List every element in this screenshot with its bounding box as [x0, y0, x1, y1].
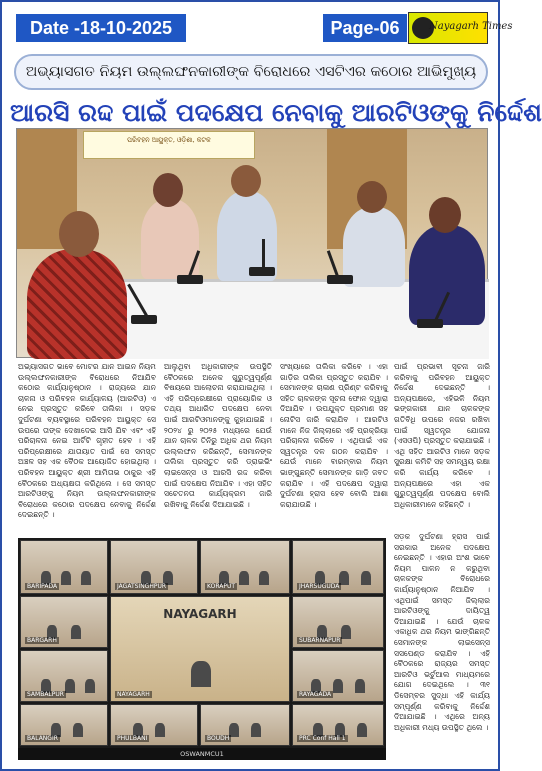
logo-text: Nayagarh Times: [429, 21, 513, 32]
video-tile-main: [110, 596, 290, 702]
video-tile-label: PHULBANI: [117, 735, 148, 742]
banner-text: ପରିବହନ ଆୟୁକ୍ତ, ଓଡ଼ିଶା, କଟକ: [127, 136, 211, 144]
video-tile: [110, 704, 198, 746]
meeting-photo: [16, 128, 488, 358]
video-tile-label: JAGATSINGHPUR: [117, 583, 167, 590]
video-tile: [20, 540, 108, 594]
kicker-headline: ଅଭ୍ୟାସଗତ ନିୟମ ଉଲ୍ଲଙ୍ଘନକାରୀଙ୍କ ବିରୋଧରେ ଏସଟିଏର କଠୋର ଆଭିମୁଖ୍ୟ: [14, 54, 488, 90]
video-tile: [292, 596, 384, 648]
video-tile-label: BARIPADA: [27, 583, 58, 590]
video-tile-label: BOUDH: [207, 735, 230, 742]
video-tile-label: PRC Conf Hall 1: [299, 735, 346, 742]
official-person: [409, 225, 485, 325]
video-conference-grid: [18, 538, 386, 760]
microphone-icon: [262, 239, 265, 269]
official-head: [357, 181, 387, 213]
page-number-label: Page-06: [323, 14, 407, 42]
video-tile-label: KORAPUT: [207, 583, 236, 590]
official-head: [231, 165, 261, 197]
video-tile: [292, 650, 384, 702]
microphone-base: [131, 315, 157, 324]
video-tile: [20, 650, 108, 702]
video-tile-label: SUBARNAPUR: [299, 637, 341, 644]
official-head: [429, 197, 461, 233]
article-column-2: ଆଲୁଥିବା ଅଧିକାରୀଙ୍କ ଉପସ୍ଥିତି ବୈଠକରେ ଅନେକ ଗୁରୁତ୍ୱପୂର୍ଣ୍ଣ ବିଷୟରେ ଆଲୋଚନା କରାଯାଇଥିଲା । ଏହି ପରିପ୍ରେକ୍ଷୀରେ ପ୍ରାୟୋଗିକ ଓ ତଥ୍ୟ ଆଧାରିତ ପଦକ୍ଷେପ ନେବା ପାଇଁ ଆରଟିଓମାନଙ୍କୁ କୁହାଯାଇଛି । ୨୦୨୪ ରୁ ୨୦୨୫ ମଧ୍ୟରେ ଯେଉଁ ଯାନ ଚାଳକ ତିନିରୁ ଅଧିକ ଥର ନିୟମ ଉଲ୍ଲଙ୍ଘନ କରିଛନ୍ତି, ସେମାନଙ୍କ ତାଲିକା ପ୍ରସ୍ତୁତ କରି ଡ୍ରାଇଭିଂ ଲାଇସେନ୍ସ ଓ ଆରସି ରଦ୍ଦ କରିବା ପାଇଁ ପଦକ୍ଷେପ ନିଆଯିବ । ଏହା ସହିତ ସଚେତନତା କାର୍ଯ୍ୟକ୍ରମ ଜାରି ରଖିବାକୁ ନିର୍ଦ୍ଦେଶ ଦିଆଯାଇଛି ।: [164, 362, 272, 509]
article-column-3: ସଂଖ୍ୟାରେ ତାଲିକା କରିବେ । ଏହା ଗାଡ଼ିର ତାଲିକା ପ୍ରସ୍ତୁତ କରାଯିବ । ସେମାନଙ୍କ ଚାଳାଣ ପ୍ରିଣ୍ଟ କରିବାକୁ ସହିତ ଚାଳକଙ୍କ ସୂଚନା ଫୋନ ଦ୍ୱାରା ଦିଆଯିବ । ଉପଯୁକ୍ତ ପ୍ରମାଣ ସହ ନୋଟିସ ଜାରି କରାଯିବ । ଆରଟିଓ ମାନେ ନିଜ ଜିଲ୍ଲାରେ ଏହି ପ୍ରକ୍ରିୟା ପରିଚାଳନା କରିବେ । ଏଥିପାଇଁ ଏକ ସ୍ୱତନ୍ତ୍ର ଦଳ ଗଠନ କରାଯିବ । ଯେଉଁ ମାନେ ବାରମ୍ବାର ନିୟମ ଭାଙ୍ଗୁଛନ୍ତି ସେମାନଙ୍କ ଗାଡ଼ି ଜବତ କରାଯିବ । ଏହି ପଦକ୍ଷେପ ଦ୍ୱାରା ଦୁର୍ଘଟଣା ହ୍ରାସ ହେବ ବୋଲି ଆଶା କରାଯାଉଛି ।: [280, 362, 388, 509]
date-label: Date -18-10-2025: [16, 14, 186, 42]
video-tile-label: BARGARH: [27, 637, 57, 644]
microphone-base: [249, 267, 275, 276]
video-tile: [292, 540, 384, 594]
video-tile-label: BALANGIR: [27, 735, 58, 742]
official-person: [27, 249, 127, 359]
microphone-base: [177, 275, 203, 284]
microphone-base: [417, 319, 443, 328]
video-tile: [20, 596, 108, 648]
official-head: [153, 173, 183, 207]
video-tile: [200, 704, 290, 746]
video-tile: [292, 704, 384, 746]
main-tile-venue-name: NAYAGARH: [163, 607, 237, 621]
newspaper-logo: [408, 12, 513, 44]
office-banner: [83, 131, 255, 159]
conference-footer: OSWANMCU1: [18, 748, 386, 760]
main-headline: ଆରସି ରଦ୍ଦ ପାଇଁ ପଦକ୍ଷେପ ନେବାକୁ ଆରଟିଓଙ୍କୁ ନିର୍ଦ୍ଦେଶ: [10, 98, 542, 127]
official-head: [59, 211, 99, 257]
video-tile-label: NAYAGARH: [117, 691, 150, 698]
video-tile-label: JHARSUGUDA: [299, 583, 340, 590]
microphone-base: [327, 275, 353, 284]
video-tile: [110, 540, 198, 594]
article-column-4: ପାଇଁ ପ୍ରଭାବୀ ସୂଚନା ଜାରି କରିବାକୁ ପରିବହନ ଆୟୁକ୍ତ ନିର୍ଦ୍ଦେଶ ଦେଇଛନ୍ତି । ଅନ୍ୟପକ୍ଷରେ, ଏହିଭଳି ନିୟମ ଭଙ୍ଗକାରୀ ଯାନ ଚାଳକଙ୍କ ଗତିବିଧି ଉପରେ ନଜର ରଖିବା ପାଇଁ ସ୍ୱତନ୍ତ୍ର ଯୋଜନା (ଏସଓପି) ପ୍ରସ୍ତୁତ କରାଯାଇଛି । ଏଥି ସହିତ ଆରଟିଓ ମାନେ ସଡ଼କ ସୁରକ୍ଷା କମିଟି ସହ ସମନ୍ୱୟ ରକ୍ଷା କରି କାର୍ଯ୍ୟ କରିବେ । ଅନ୍ୟପକ୍ଷରେ ଏହା ଏକ ଗୁରୁତ୍ୱପୂର୍ଣ୍ଣ ପଦକ୍ଷେପ ବୋଲି ଅଧିକାରୀମାନେ କହିଛନ୍ତି ।: [394, 362, 490, 509]
video-tile-label: SAMBALPUR: [27, 691, 64, 698]
article-column-4-continued: ସଡ଼କ ଦୁର୍ଘଟଣା ହ୍ରାସ ପାଇଁ ସରକାର ଅନେକ ପଦକ୍ଷେପ ନେଇଛନ୍ତି । ଏହାର ଅଂଶ ଭାବେ ନିୟମ ପାଳନ ନ କରୁଥିବା ଚାଳକଙ୍କ ବିରୋଧରେ କାର୍ଯ୍ୟାନୁଷ୍ଠାନ ନିଆଯିବ । ଏଥିପାଇଁ ସମସ୍ତ ଜିଲ୍ଲାର ଆରଟିଓଙ୍କୁ ଦାୟିତ୍ୱ ଦିଆଯାଇଛି । ଯେଉଁ ଚାଳକ ଏକାଧିକ ଥର ନିୟମ ଭାଙ୍ଗିଛନ୍ତି ସେମାନଙ୍କ ଲାଇସେନ୍ସ ସସପେଣ୍ଡ କରାଯିବ । ଏହି ବୈଠକରେ ରାଜ୍ୟର ସମସ୍ତ ଆରଟିଓ ଭର୍ଚୁଆଲ ମାଧ୍ୟମରେ ଯୋଗ ଦେଇଥିଲେ । ୩୧ ଡିସେମ୍ବର ସୁଦ୍ଧା ଏହି କାର୍ଯ୍ୟ ସମ୍ପୂର୍ଣ୍ଣ କରିବାକୁ ନିର୍ଦ୍ଦେଶ ଦିଆଯାଇଛି । ଏଥିରେ ଅନ୍ୟ ଅଧିକାରୀ ମଧ୍ୟ ଉପସ୍ଥିତ ଥିଲେ ।: [394, 532, 490, 732]
video-tile: [200, 540, 290, 594]
video-tile-label: RAYAGADA: [299, 691, 332, 698]
video-tile: [20, 704, 108, 746]
article-column-1: ଅଭ୍ୟାସଗତ ଭାବେ ମୋଟର ଯାନ ଆଇନ ନିୟମ ଉଲ୍ଲଙ୍ଘନକାରୀଙ୍କ ବିରୋଧରେ ନିଆଯିବ କଠୋର କାର୍ଯ୍ୟାନୁଷ୍ଠାନ । ରାଜ୍ୟରେ ଯାନ ଚାଳନା ଓ ପରିବହନ କାର୍ଯ୍ୟାଳୟ (ଆରଟିଓ) ଏ ନେଇ ପ୍ରସ୍ତୁତ କରିବେ ତାଲିକା । ସଡ଼କ ଦୁର୍ଘଟଣା ବ୍ୟବସ୍ଥାରେ ପରିବହନ ଆୟୁକ୍ତ ସେ ଉପରେ ତାଙ୍କ ଦେଖାଦେଇ ଆସି ଯିବ ଏବଂ ଏହି ପରିଚାଳନା ନେଇ ଆର୍ଟିଟି ଗୃହୀତ ହେବ । ଏହି ପରିପ୍ରେକ୍ଷୀରେ ଯାତାୟାତ ପାଇଁ ସେ ସମସ୍ତ ଅଞ୍ଚଳ ସହ ଏକ ବୈଠକ ଆୟୋଜିତ ହୋଇଥିଲା । ପରିବହନ ଆୟୁକ୍ତ ଶ୍ରୀ ଆମିତାଭ ଠାକୁର ଏହି ବୈଠକରେ ଅଧ୍ୟକ୍ଷତା କରିଥିଲେ । ସେ ସମସ୍ତ ଆରଟିଓଙ୍କୁ ନିୟମ ଉଲ୍ଲଙ୍ଘନକାରୀଙ୍କ ବିରୋଧରେ କଠୋର ପଦକ୍ଷେପ ନେବାକୁ ନିର୍ଦ୍ଦେଶ ଦେଇଛନ୍ତି ।: [18, 362, 156, 520]
